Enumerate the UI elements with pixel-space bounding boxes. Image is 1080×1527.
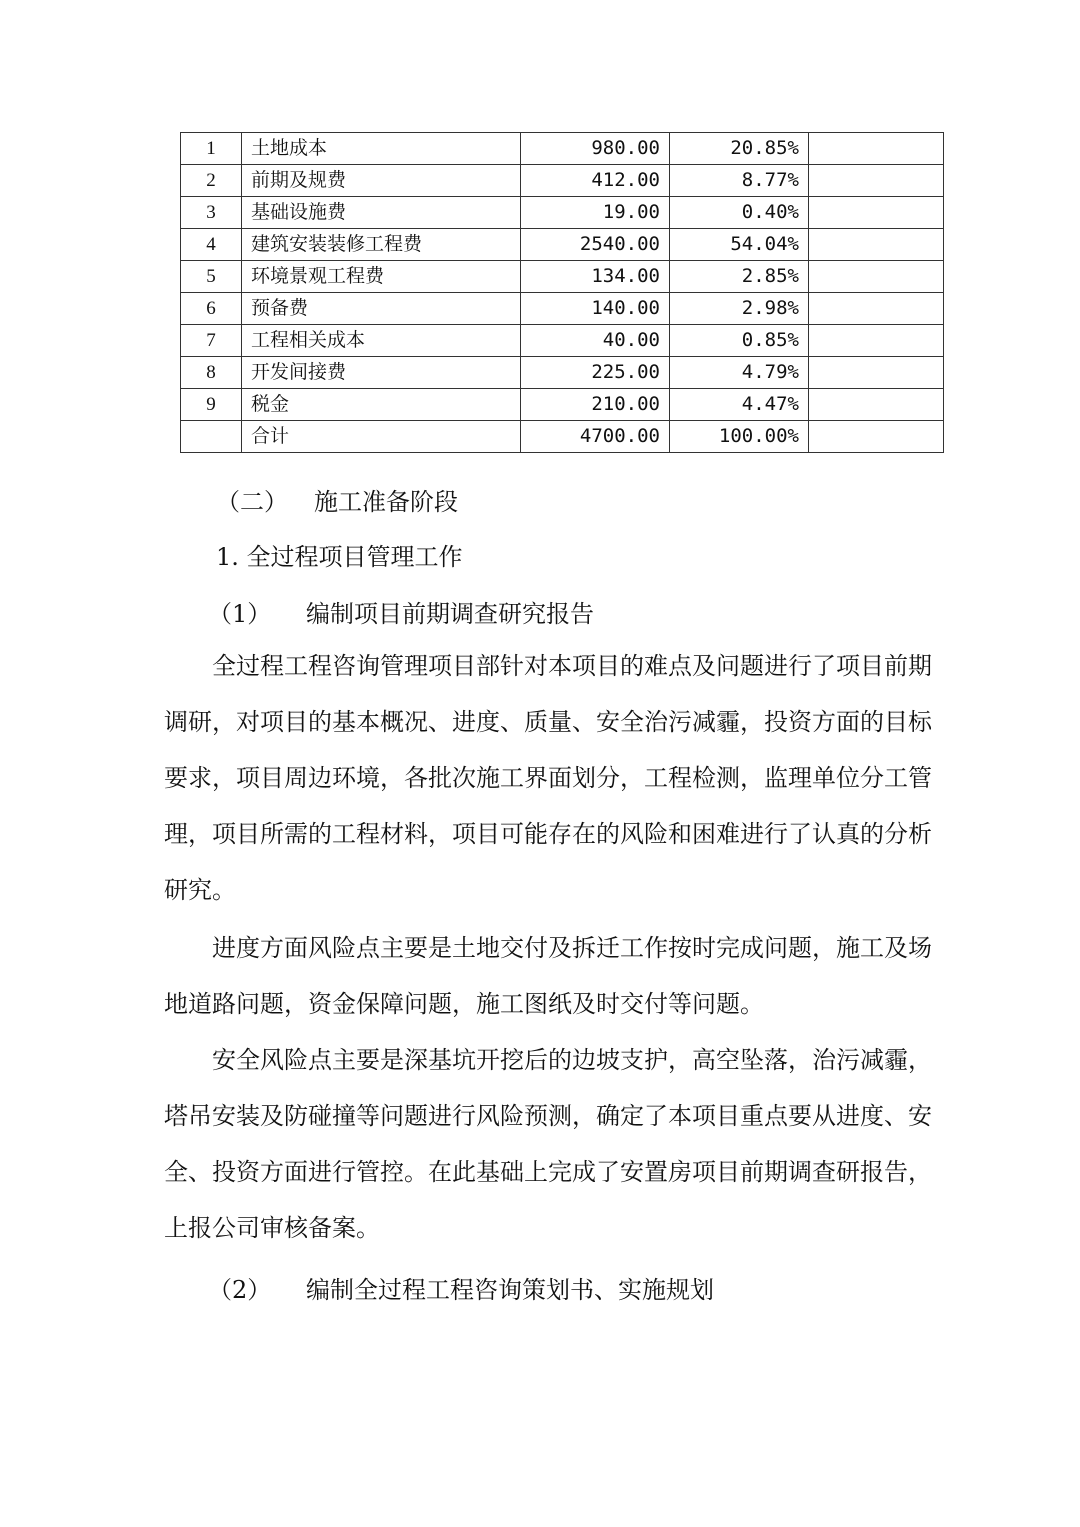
paragraph-3 <box>164 1032 934 1256</box>
cost-table <box>180 132 944 453</box>
percentage-cell: 54.04% <box>670 229 809 261</box>
row-index-cell: 7 <box>181 325 242 357</box>
item-name-cell: 前期及规费 <box>242 165 521 197</box>
item-name-cell: 税金 <box>242 389 521 421</box>
item-name-cell: 预备费 <box>242 293 521 325</box>
percentage-cell: 2.85% <box>670 261 809 293</box>
percentage-cell: 4.47% <box>670 389 809 421</box>
table-total-row <box>181 421 944 453</box>
paragraph-text: 进度方面风险点主要是土地交付及拆迁工作按时完成问题，施工及场地道路问题，资金保障问题，施工图纸及时交付等问题。 <box>164 934 932 1018</box>
amount-cell: 134.00 <box>521 261 670 293</box>
note-cell <box>809 389 944 421</box>
amount-cell: 140.00 <box>521 293 670 325</box>
item-1-heading <box>164 594 944 629</box>
section-title: 施工准备阶段 <box>314 488 458 516</box>
table-row <box>181 197 944 229</box>
amount-cell: 4700.00 <box>521 421 670 453</box>
amount-cell: 980.00 <box>521 133 670 165</box>
item-name-cell: 建筑安装装修工程费 <box>242 229 521 261</box>
paragraph-1 <box>164 638 934 918</box>
percentage-cell: 4.79% <box>670 357 809 389</box>
table-row <box>181 357 944 389</box>
row-index-cell: 4 <box>181 229 242 261</box>
note-cell <box>809 197 944 229</box>
note-cell <box>809 133 944 165</box>
percentage-cell: 20.85% <box>670 133 809 165</box>
amount-cell: 2540.00 <box>521 229 670 261</box>
amount-cell: 412.00 <box>521 165 670 197</box>
percentage-cell: 8.77% <box>670 165 809 197</box>
table-row <box>181 229 944 261</box>
item-2-title: 编制全过程工程咨询策划书、实施规划 <box>306 1276 714 1304</box>
note-cell <box>809 229 944 261</box>
row-index-cell: 3 <box>181 197 242 229</box>
percentage-cell: 100.00% <box>670 421 809 453</box>
item-name-cell: 土地成本 <box>242 133 521 165</box>
row-index-cell: 5 <box>181 261 242 293</box>
item-name-cell: 环境景观工程费 <box>242 261 521 293</box>
percentage-cell: 0.40% <box>670 197 809 229</box>
item-name-cell: 工程相关成本 <box>242 325 521 357</box>
section-number: （二） <box>216 488 288 516</box>
note-cell <box>809 325 944 357</box>
table-row <box>181 325 944 357</box>
row-index-cell: 1 <box>181 133 242 165</box>
amount-cell: 210.00 <box>521 389 670 421</box>
paragraph-text: 全过程工程咨询管理项目部针对本项目的难点及问题进行了项目前期调研，对项目的基本概况、进度、质量、安全治污减霾，投资方面的目标要求，项目周边环境，各批次施工界面划分，工程检测，监理单位分工管理，项目所需的工程材料，项目可能存在的风险和困难进行了认真的分析研究。 <box>164 652 932 904</box>
item-2-number: （2） <box>208 1276 272 1304</box>
section-heading <box>164 482 944 517</box>
table-row <box>181 293 944 325</box>
row-index-cell: 2 <box>181 165 242 197</box>
table-row <box>181 133 944 165</box>
item-name-cell: 合计 <box>242 421 521 453</box>
table-row <box>181 389 944 421</box>
paragraph-2 <box>164 920 934 1032</box>
cost-table-body <box>181 133 944 453</box>
item-name-cell: 基础设施费 <box>242 197 521 229</box>
note-cell <box>809 357 944 389</box>
row-index-cell: 8 <box>181 357 242 389</box>
note-cell <box>809 421 944 453</box>
note-cell <box>809 165 944 197</box>
percentage-cell: 0.85% <box>670 325 809 357</box>
item-name-cell: 开发间接费 <box>242 357 521 389</box>
paragraph-text: 安全风险点主要是深基坑开挖后的边坡支护，高空坠落，治污减霾，塔吊安装及防碰撞等问题进行风险预测，确定了本项目重点要从进度、安全、投资方面进行管控。在此基础上完成了安置房项目前期调查研报告，上报公司审核备案。 <box>164 1046 932 1242</box>
table-row <box>181 165 944 197</box>
subsection-heading: 1. 全过程项目管理工作 <box>216 543 463 571</box>
note-cell <box>809 261 944 293</box>
amount-cell: 40.00 <box>521 325 670 357</box>
row-index-cell: 6 <box>181 293 242 325</box>
note-cell <box>809 293 944 325</box>
row-index-cell: 9 <box>181 389 242 421</box>
row-index-cell <box>181 421 242 453</box>
percentage-cell: 2.98% <box>670 293 809 325</box>
item-2-heading <box>164 1270 944 1305</box>
item-1-number: （1） <box>208 600 272 628</box>
amount-cell: 19.00 <box>521 197 670 229</box>
table-row <box>181 261 944 293</box>
amount-cell: 225.00 <box>521 357 670 389</box>
item-1-title: 编制项目前期调查研究报告 <box>306 600 594 628</box>
